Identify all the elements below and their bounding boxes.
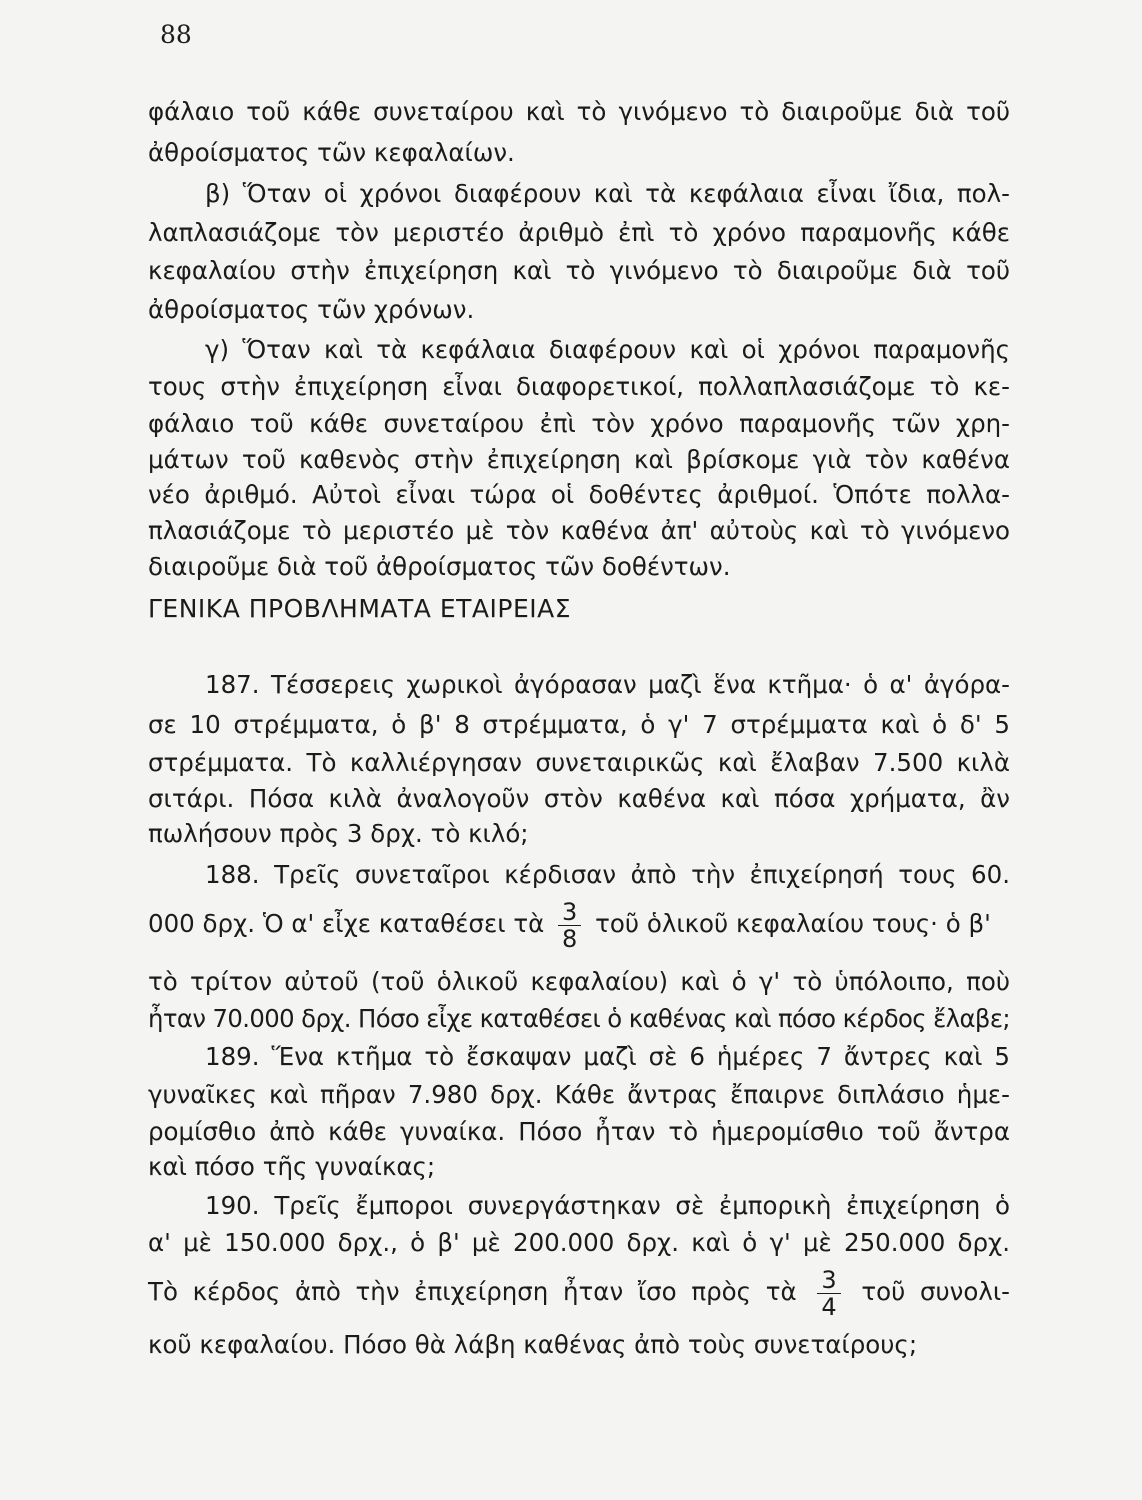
rule-b-line: ἀθροίσματος τῶν χρόνων. xyxy=(148,295,475,324)
rule-a-line: ἀθροίσματος τῶν κεφαλαίων. xyxy=(148,138,515,167)
problem-190-line: κοῦ κεφαλαίου. Πόσο θὰ λάβη καθένας ἀπὸ τοὺς συνεταίρους; xyxy=(148,1330,918,1359)
rule-a-line: φάλαιο τοῦ κάθε συνεταίρου καὶ τὸ γινόμενο τὸ διαιροῦμε διὰ τοῦ xyxy=(148,97,1010,126)
problem-188-line: ἦταν 70.000 δρχ. Πόσο εἶχε καταθέσει ὁ καθένας καὶ πόσο κέρδος ἔλαβε; xyxy=(148,1004,1011,1033)
problem-189-line: ρομίσθιο ἀπὸ κάθε γυναίκα. Πόσο ἦταν τὸ ἡμερομίσθιο τοῦ ἄντρα xyxy=(148,1117,1010,1146)
rule-c-line: μάτων τοῦ καθενὸς στὴν ἐπιχείρηση καὶ βρίσκομε γιὰ τὸν καθένα xyxy=(148,445,1010,474)
fraction-three-eighths xyxy=(558,899,581,952)
problem-187-line: σιτάρι. Πόσα κιλὰ ἀναλογοῦν στὸν καθένα καὶ πόσα χρήματα, ἂν xyxy=(148,784,1010,813)
section-heading: ΓΕΝΙΚΑ ΠΡΟΒΛΗΜΑΤΑ ΕΤΑΙΡΕΙΑΣ xyxy=(148,594,572,623)
rule-c-line: φάλαιο τοῦ κάθε συνεταίρου ἐπὶ τὸν χρόνο παραμονῆς τῶν χρη- xyxy=(148,409,1010,438)
fraction-numerator: 3 xyxy=(821,1265,837,1294)
rule-c-line: διαιροῦμε διὰ τοῦ ἀθροίσματος τῶν δοθέντων. xyxy=(148,552,731,581)
problem-187-line: 187. Τέσσερεις χωρικοὶ ἀγόρασαν μαζὶ ἕνα κτῆμα· ὁ α' ἀγόρα- xyxy=(205,670,1010,699)
problem-188-line-fraction xyxy=(148,897,1010,953)
rule-b-line: κεφαλαίου στὴν ἐπιχείρηση καὶ τὸ γινόμενο τὸ διαιροῦμε διὰ τοῦ xyxy=(148,256,1010,285)
problem-189-line: γυναῖκες καὶ πῆραν 7.980 δρχ. Κάθε ἄντρας ἔπαιρνε διπλάσιο ἡμε- xyxy=(148,1080,1010,1109)
problem-189-line: καὶ πόσο τῆς γυναίκας; xyxy=(148,1152,436,1181)
rule-c-line: πλασιάζομε τὸ μεριστέο μὲ τὸν καθένα ἀπ' αὐτοὺς καὶ τὸ γινόμενο xyxy=(148,516,1010,545)
problem-187-line: στρέμματα. Τὸ καλλιέργησαν συνεταιρικῶς καὶ ἔλαβαν 7.500 κιλὰ xyxy=(148,748,1010,777)
problem-190-text: τοῦ συνολι- xyxy=(861,1277,1010,1306)
rule-b-line: β) Ὅταν οἱ χρόνοι διαφέρουν καὶ τὰ κεφάλαια εἶναι ἴδια, πολ- xyxy=(205,179,1010,208)
problem-190-text: Τὸ κέρδος ἀπὸ τὴν ἐπιχείρηση ἦταν ἴσο πρὸς τὰ xyxy=(148,1277,797,1306)
rule-c-line: γ) Ὅταν καὶ τὰ κεφάλαια διαφέρουν καὶ οἱ χρόνοι παραμονῆς xyxy=(205,335,1010,364)
problem-190-line: 190. Τρεῖς ἔμποροι συνεργάστηκαν σὲ ἐμπορικὴ ἐπιχείρηση ὁ xyxy=(205,1191,1010,1220)
page-number: 88 xyxy=(160,20,192,49)
problem-188-line: τὸ τρίτον αὐτοῦ (τοῦ ὁλικοῦ κεφαλαίου) καὶ ὁ γ' τὸ ὑπόλοιπο, ποὺ xyxy=(148,967,1010,996)
problem-187-line: πωλήσουν πρὸς 3 δρχ. τὸ κιλό; xyxy=(148,819,529,848)
rule-c-line: τους στὴν ἐπιχείρηση εἶναι διαφορετικοί, πολλαπλασιάζομε τὸ κε- xyxy=(148,372,1010,401)
rule-b-line: λαπλασιάζομε τὸν μεριστέο ἀριθμὸ ἐπὶ τὸ χρόνο παραμονῆς κάθε xyxy=(148,218,1010,247)
problem-188-line: 188. Τρεῖς συνεταῖροι κέρδισαν ἀπὸ τὴν ἐπιχείρησή τους 60. xyxy=(205,860,1010,889)
fraction-three-quarters xyxy=(817,1267,840,1320)
rule-c-line: νέο ἀριθμό. Αὐτοὶ εἶναι τώρα οἱ δοθέντες ἀριθμοί. Ὁπότε πολλα- xyxy=(148,480,1010,509)
problem-190-line-fraction xyxy=(148,1265,1010,1321)
fraction-denominator: 8 xyxy=(558,925,581,952)
fraction-denominator: 4 xyxy=(817,1293,840,1320)
problem-188-text: 000 δρχ. Ὁ α' εἶχε καταθέσει τὰ xyxy=(148,909,545,938)
problem-189-line: 189. Ἕνα κτῆμα τὸ ἔσκαψαν μαζὶ σὲ 6 ἡμέρες 7 ἄντρες καὶ 5 xyxy=(205,1042,1010,1071)
problem-190-line: α' μὲ 150.000 δρχ., ὁ β' μὲ 200.000 δρχ. καὶ ὁ γ' μὲ 250.000 δρχ. xyxy=(148,1228,1010,1257)
problem-187-line: σε 10 στρέμματα, ὁ β' 8 στρέμματα, ὁ γ' 7 στρέμματα καὶ ὁ δ' 5 xyxy=(148,710,1010,739)
problem-188-text: τοῦ ὁλικοῦ κεφαλαίου τους· ὁ β' xyxy=(595,909,991,938)
fraction-numerator: 3 xyxy=(562,897,578,926)
